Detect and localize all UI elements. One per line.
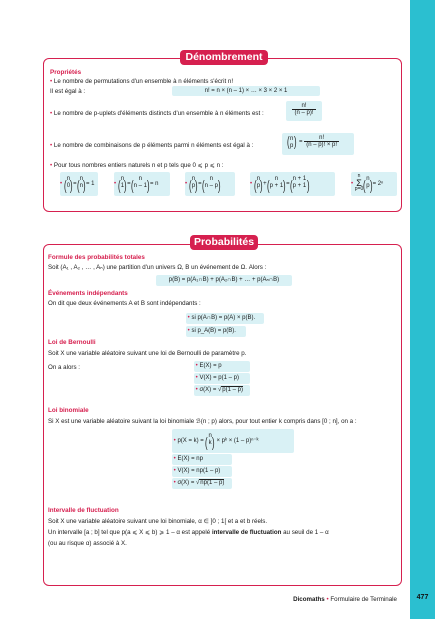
total-text: Soit (A₁ , A₂ , … , Aₙ) une partition d'un univers Ω, B un événement de Ω. Alors : <box>48 264 267 271</box>
total-formula: p(B) = p(A₁∩B) + p(A₂∩B) + … + p(Aₙ∩B) <box>156 275 292 286</box>
fluctuation-line-2: Un intervalle [a ; b] tel que p(a ⩽ X ⩽ b) ⩾ 1 – α est appelé intervalle de fluctuation au seuil de 1 – α <box>48 529 329 536</box>
binom-prop-pascal: • ( n p ) + ( n p + 1 ) = ( n + 1 p + 1 ) <box>250 172 335 196</box>
binom-prop-3: • ( n p ) = ( n n – p ) <box>185 172 235 196</box>
side-color-bar <box>410 0 435 619</box>
p-uplets-line: • Le nombre de p-uplets d'éléments distincts d'un ensemble à n éléments est : <box>50 110 264 117</box>
indep-formula-1: • si p(A∩B) = p(A) × p(B). <box>186 313 264 324</box>
binomiale-text: Si X est une variable aléatoire suivant la loi binomiale ℬ(n ; p) alors, pour tout entier k compris dans [0 ; n], on a : <box>48 418 357 425</box>
proprietes-line: • Pour tous nombres entiers naturels n et p tels que 0 ⩽ p ⩽ n : <box>50 162 224 169</box>
total-heading: Formule des probabilités totales <box>48 254 145 261</box>
bernoulli-variance: • V(X) = p(1 – p) <box>194 373 250 384</box>
binomiale-esperance: • E(X) = np <box>172 454 232 465</box>
permutations-line: • Le nombre de permutations d'un ensemble à n éléments s'écrit n! <box>50 78 234 85</box>
indep-heading: Événements indépendants <box>48 290 128 297</box>
indep-formula-2: • si p_A(B) = p(B). <box>186 326 246 337</box>
bernoulli-esperance: • E(X) = p <box>194 361 250 372</box>
footer-subtitle: Formulaire de Terminale <box>330 596 397 603</box>
proprietes-heading: Propriétés <box>50 69 82 76</box>
bernoulli-ecart-type: • σ(X) = √p(1 – p) <box>194 385 250 396</box>
denombrement-title: Dénombrement <box>180 50 268 65</box>
factorial-formula: n! = n × (n – 1) × … × 3 × 2 × 1 <box>172 86 320 96</box>
combinaisons-formula: ( n p ) = $\frac{n!}{(n - p)! \times p!}$ <box>282 133 354 155</box>
bernoulli-alors: On a alors : <box>48 364 80 371</box>
binom-prop-1: • ( n 0 ) = ( n n ) = 1 <box>60 172 98 196</box>
indep-text: On dit que deux événements A et B sont indépendants : <box>48 300 201 307</box>
combinaisons-line: • Le nombre de combinaisons de p éléments parmi n éléments est égal à : <box>50 142 254 149</box>
page-number: 477 <box>416 594 429 601</box>
probabilites-title: Probabilités <box>190 235 258 250</box>
footer-separator: • <box>326 596 329 603</box>
permutations-equal: Il est égal à : <box>50 88 86 95</box>
binom-prop-2: • ( n 1 ) = ( n n – 1 ) = n <box>114 172 170 196</box>
binomiale-variance: • V(X) = np(1 – p) <box>172 466 232 477</box>
bernoulli-text: Soit X une variable aléatoire suivant une loi de Bernoulli de paramètre p. <box>48 350 247 357</box>
p-uplets-formula: $\frac{n!}{(n - p)!}$ <box>286 101 322 121</box>
binomiale-formula-p: • p(X = k) = ( n k ) × pᵏ × (1 – p)ⁿ⁻ᵏ <box>172 429 294 453</box>
binomiale-heading: Loi binomiale <box>48 407 89 414</box>
fluctuation-line-1: Soit X une variable aléatoire suivant une loi binomiale, α ∈ ]0 ; 1[ et a et b réels. <box>48 518 268 525</box>
binom-prop-sum: • n Σ p=0 ( n p ) = 2ⁿ <box>351 172 397 196</box>
fluctuation-line-3: (ou au risque α) associé à X. <box>48 540 127 547</box>
footer-brand: Dicomaths <box>293 596 325 603</box>
binomiale-ecart-type: • σ(X) = √np(1 – p) <box>172 478 232 489</box>
fluctuation-heading: Intervalle de fluctuation <box>48 507 119 514</box>
footer <box>293 596 397 603</box>
bernoulli-heading: Loi de Bernoulli <box>48 339 96 346</box>
